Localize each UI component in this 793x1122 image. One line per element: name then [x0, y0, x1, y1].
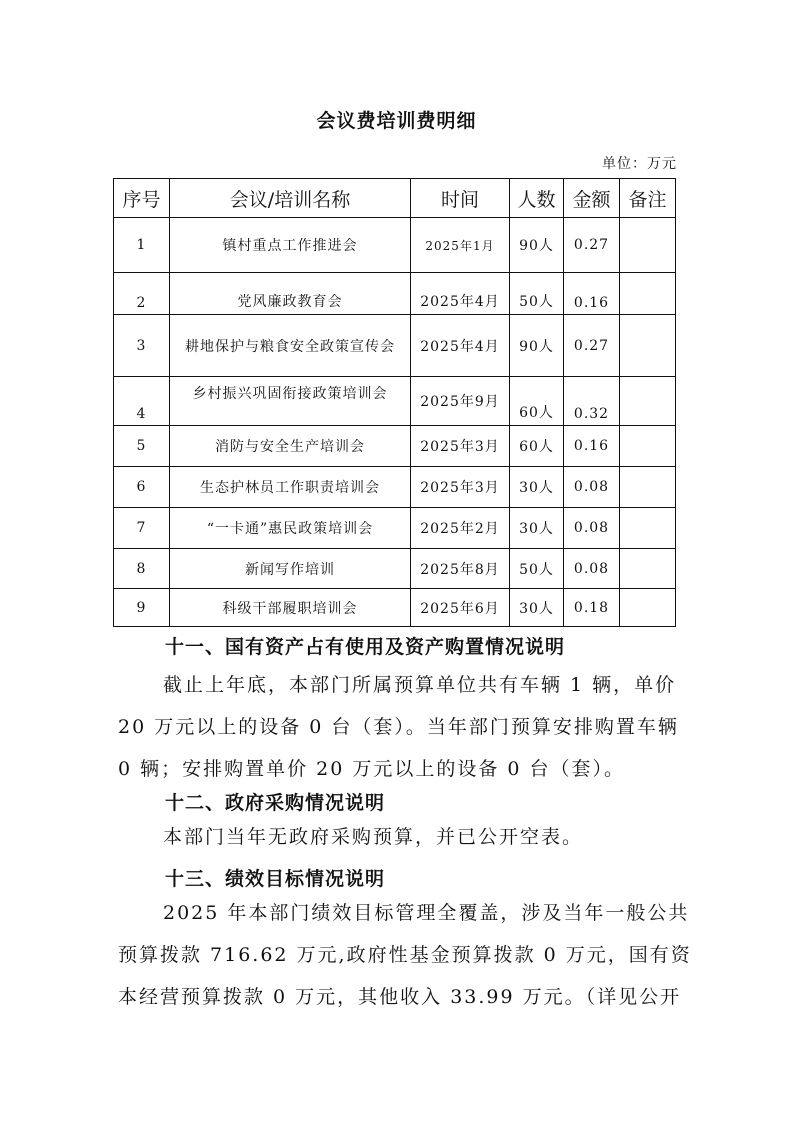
- cell-name: 乡村振兴巩固衔接政策培训会: [170, 377, 411, 426]
- cell-index: 6: [114, 467, 170, 508]
- cell-people: 90人: [510, 218, 564, 273]
- paragraph-line: 本部门当年无政府采购预算，并已公开空表。: [163, 826, 584, 848]
- cell-amount: 0.27: [564, 315, 620, 377]
- cell-index: 2: [114, 273, 170, 315]
- cell-remark: [620, 589, 676, 627]
- cell-remark: [620, 467, 676, 508]
- paragraph-line: 20 万元以上的设备 0 台（套）。当年部门预算安排购置车辆: [118, 716, 679, 738]
- cell-amount: 0.16: [564, 426, 620, 467]
- paragraph-performance: [118, 892, 692, 1018]
- table-row: [114, 218, 676, 273]
- header-remark: 备注: [620, 179, 676, 218]
- unit-label: 单位：万元: [602, 156, 677, 172]
- header-amount: 金额: [564, 179, 620, 218]
- section-heading-performance: 十三、绩效目标情况说明: [165, 868, 386, 890]
- header-index: 序号: [114, 179, 170, 218]
- header-name: 会议/培训名称: [170, 179, 411, 218]
- cell-amount: 0.08: [564, 549, 620, 589]
- paragraph-line: 本经营预算拨款 0 万元，其他收入 33.99 万元。（详见公开: [118, 986, 682, 1008]
- table-row: [114, 467, 676, 508]
- cell-amount: 0.18: [564, 589, 620, 627]
- paragraph-line: 0 辆；安排购置单价 20 万元以上的设备 0 台（套）。: [118, 758, 626, 780]
- cell-time: 2025年4月: [411, 315, 510, 377]
- section-heading-assets: 十一、国有资产占有使用及资产购置情况说明: [165, 636, 566, 658]
- cell-index: 9: [114, 589, 170, 627]
- cell-amount: 0.32: [564, 377, 620, 426]
- cell-people: 30人: [510, 508, 564, 549]
- cell-index: 5: [114, 426, 170, 467]
- paragraph-line: 截止上年底，本部门所属预算单位共有车辆 1 辆，单价: [163, 674, 677, 696]
- cell-people: 60人: [510, 377, 564, 426]
- cell-remark: [620, 218, 676, 273]
- paragraph-assets: [118, 664, 678, 790]
- cell-name: “一卡通”惠民政策培训会: [170, 508, 411, 549]
- header-people: 人数: [510, 179, 564, 218]
- cell-remark: [620, 508, 676, 549]
- cell-name: 新闻写作培训: [170, 549, 411, 589]
- cell-name: 党风廉政教育会: [170, 273, 411, 315]
- cell-people: 30人: [510, 589, 564, 627]
- cell-time: 2025年2月: [411, 508, 510, 549]
- cell-name: 镇村重点工作推进会: [170, 218, 411, 273]
- paragraph-line: 预算拨款 716.62 万元,政府性基金预算拨款 0 万元，国有资: [118, 944, 692, 966]
- cell-amount: 0.08: [564, 508, 620, 549]
- table-row: [114, 589, 676, 627]
- cell-remark: [620, 273, 676, 315]
- header-time: 时间: [411, 179, 510, 218]
- cell-index: 1: [114, 218, 170, 273]
- cell-name: 生态护林员工作职责培训会: [170, 467, 411, 508]
- cell-index: 3: [114, 315, 170, 377]
- cell-amount: 0.08: [564, 467, 620, 508]
- cell-index: 7: [114, 508, 170, 549]
- cell-people: 50人: [510, 273, 564, 315]
- cell-name: 耕地保护与粮食安全政策宣传会: [170, 315, 411, 377]
- cell-index: 8: [114, 549, 170, 589]
- page-title: 会议费培训费明细: [316, 110, 477, 132]
- table-row: [114, 426, 676, 467]
- cell-time: 2025年8月: [411, 549, 510, 589]
- cell-remark: [620, 426, 676, 467]
- cell-people: 60人: [510, 426, 564, 467]
- table-row: [114, 273, 676, 315]
- expense-table: [113, 178, 676, 627]
- cell-time: 2025年9月: [411, 377, 510, 426]
- cell-amount: 0.27: [564, 218, 620, 273]
- cell-people: 30人: [510, 467, 564, 508]
- cell-time: 2025年3月: [411, 467, 510, 508]
- table-row: [114, 315, 676, 377]
- cell-people: 50人: [510, 549, 564, 589]
- cell-index: 4: [114, 377, 170, 426]
- table-row: [114, 508, 676, 549]
- cell-name: 科级干部履职培训会: [170, 589, 411, 627]
- cell-time: 2025年1月: [411, 218, 510, 273]
- section-heading-procurement: 十二、政府采购情况说明: [165, 792, 386, 814]
- cell-time: 2025年6月: [411, 589, 510, 627]
- paragraph-line: 2025 年本部门绩效目标管理全覆盖，涉及当年一般公共: [163, 902, 690, 924]
- cell-name: 消防与安全生产培训会: [170, 426, 411, 467]
- cell-people: 90人: [510, 315, 564, 377]
- table-row: [114, 549, 676, 589]
- cell-time: 2025年4月: [411, 273, 510, 315]
- cell-time: 2025年3月: [411, 426, 510, 467]
- table-row: [114, 377, 676, 426]
- cell-remark: [620, 549, 676, 589]
- cell-remark: [620, 315, 676, 377]
- cell-remark: [620, 377, 676, 426]
- cell-amount: 0.16: [564, 273, 620, 315]
- table-header-row: [114, 179, 676, 218]
- paragraph-procurement: [118, 816, 678, 858]
